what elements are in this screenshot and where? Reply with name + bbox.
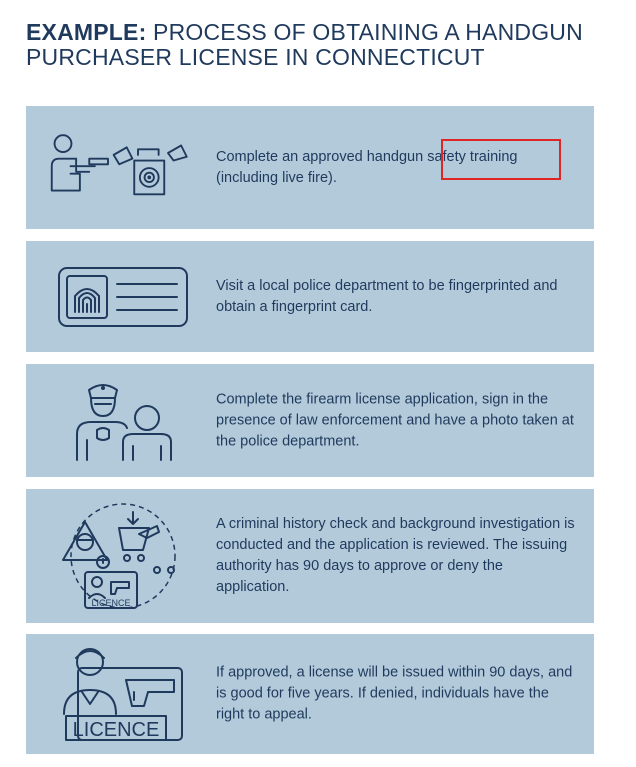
step-2-panel — [26, 241, 594, 352]
step-2-text: Visit a local police department to be fingerprinted and obtain a fingerprint card. — [216, 277, 558, 315]
licence-large-label: LICENCE — [72, 719, 160, 741]
fingerprint-card-icon — [48, 264, 198, 330]
step-5-text: If approved, a license will be issued within 90 days, and is good for five years. If denied, individuals have the right to appeal. — [216, 664, 573, 723]
page-title — [26, 20, 616, 70]
title-line1-rest: PROCESS OF OBTAINING A HANDGUN — [146, 19, 583, 45]
title-example-label: EXAMPLE: — [26, 19, 147, 45]
licence-small-label: LICENCE — [91, 598, 131, 608]
highlight-box — [441, 139, 561, 180]
title-line2: PURCHASER LICENSE IN CONNECTICUT — [26, 44, 485, 70]
step-5-panel — [26, 634, 594, 754]
step-4-text: A criminal history check and background investigation is conducted and the application is reviewed. The issuing authority has 90 days to approve or deny the application. — [216, 516, 575, 595]
step-3-text: Complete the firearm license application, sign in the presence of law enforcement and have a photo taken at the police department. — [216, 391, 574, 449]
step-3-panel — [26, 364, 594, 477]
shooting-target-icon — [48, 128, 198, 208]
license-card-icon — [48, 644, 198, 744]
background-check-icon — [48, 498, 198, 614]
step-4-panel — [26, 489, 594, 623]
police-officer-person-icon — [48, 376, 198, 466]
step-1-text: Complete an approved handgun safety training (including live fire). — [216, 148, 518, 186]
